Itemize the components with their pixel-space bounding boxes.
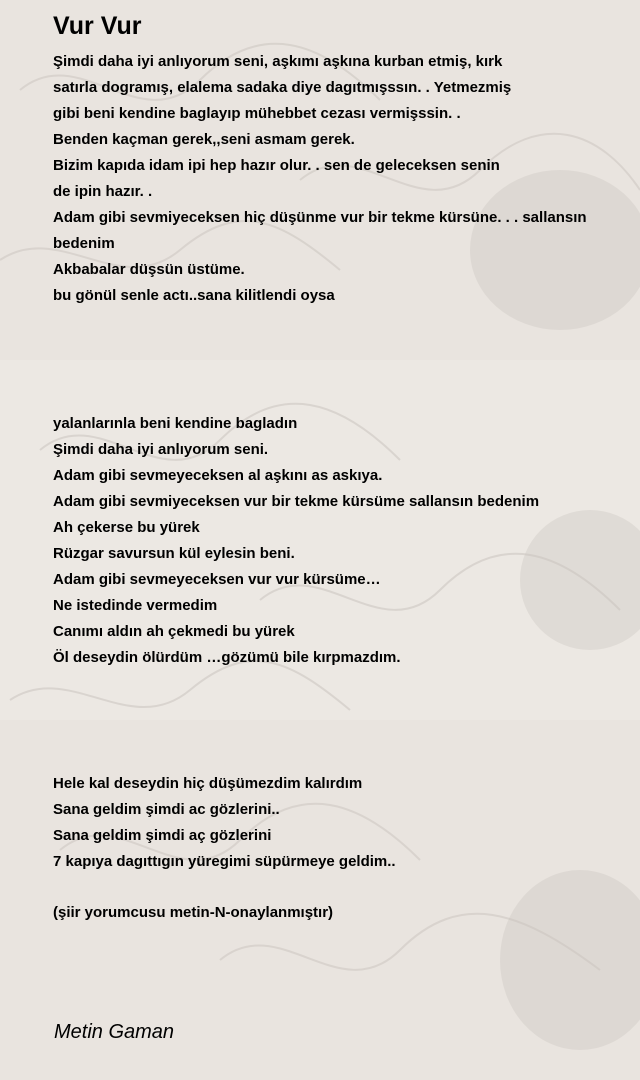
poem-line: Adam gibi sevmeyeceksen al aşkını as askıya.	[53, 467, 383, 484]
poem-line: Akbabalar düşsün üstüme.	[53, 261, 245, 278]
poem-line: Sana geldim şimdi ac gözlerini..	[53, 801, 280, 818]
poem-line: satırla dogramış, elalema sadaka diye dagıtmışssın. . Yetmezmiş	[53, 79, 512, 96]
poem-line: Rüzgar savursun kül eylesin beni.	[53, 545, 295, 562]
poem-line: yalanlarınla beni kendine bagladın	[53, 415, 298, 432]
poem-line: bedenim	[53, 235, 115, 252]
poem-line: bu gönül senle actı..sana kilitlendi oysa	[53, 287, 335, 304]
poem-line: Adam gibi sevmiyeceksen vur bir tekme kürsüme sallansın bedenim	[53, 493, 540, 510]
stanza-2	[53, 411, 633, 671]
poem-author: Metin Gaman	[54, 1021, 175, 1043]
poem-title: Vur Vur	[53, 12, 142, 40]
poem-line: Öl deseydin ölürdüm …gözümü bile kırpmazdım.	[53, 649, 401, 666]
poem-line: Şimdi daha iyi anlıyorum seni, aşkımı aşkına kurban etmiş, kırk	[53, 53, 503, 70]
poem-note: (şiir yorumcusu metin-N-onaylanmıştır)	[53, 904, 334, 921]
poem-line: Adam gibi sevmiyeceksen hiç düşünme vur bir tekme kürsüne. . . sallansın	[53, 209, 587, 226]
poem-line: Sana geldim şimdi aç gözlerini	[53, 827, 272, 844]
poem-line: Canımı aldın ah çekmedi bu yürek	[53, 623, 295, 640]
poem-line: de ipin hazır. .	[53, 183, 153, 200]
poem-line: Bizim kapıda idam ipi hep hazır olur. . sen de geleceksen senin	[53, 157, 500, 174]
poem-line: Hele kal deseydin hiç düşümezdim kalırdım	[53, 775, 363, 792]
poem-line: Benden kaçman gerek,,seni asmam gerek.	[53, 131, 355, 148]
poem-line: 7 kapıya dagıttıgın yüregimi süpürmeye geldim..	[53, 853, 396, 870]
poem-line: Şimdi daha iyi anlıyorum seni.	[53, 441, 269, 458]
poem-line: gibi beni kendine baglayıp mühebbet cezası vermişssin. .	[53, 105, 461, 122]
stanza-3	[53, 771, 633, 875]
poem-line: Ah çekerse bu yürek	[53, 519, 200, 536]
poem-line: Adam gibi sevmeyeceksen vur vur kürsüme…	[53, 571, 381, 588]
poem-line: Ne istedinde vermedim	[53, 597, 218, 614]
stanza-1	[53, 49, 633, 309]
